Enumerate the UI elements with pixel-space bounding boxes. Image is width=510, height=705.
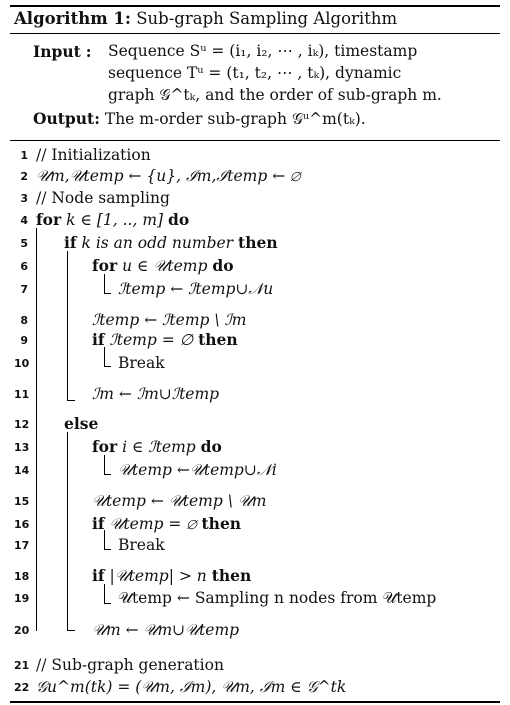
line-number: 20 [14, 624, 30, 637]
else-block-foot [67, 630, 75, 631]
body-rule [10, 140, 500, 141]
keyword: then [198, 330, 238, 349]
line-number: 17 [14, 539, 30, 552]
line-number: 10 [14, 357, 30, 370]
comment-initialization: // Initialization [36, 146, 151, 164]
update-itemp-union: ℐtemp ← ℐtemp∪𝒩u [118, 280, 274, 298]
keyword: if [92, 514, 105, 533]
keyword: then [211, 566, 252, 585]
keyword: if [64, 233, 77, 252]
loop-range: k ∈ [1, .., m] [66, 211, 164, 229]
line-number: 7 [20, 283, 28, 296]
line-number: 5 [20, 237, 28, 250]
keyword: for [36, 210, 62, 229]
input-separator: : [85, 42, 92, 61]
input-line-3: graph 𝒢^tₖ, and the order of sub-graph m. [108, 86, 442, 104]
for-i-statement [92, 438, 222, 456]
if-block-bar [67, 251, 68, 400]
condition: ℐtemp = ∅ [109, 331, 194, 349]
for-block-bar [36, 228, 37, 631]
break-1-foot [104, 366, 111, 367]
break-statement: Break [118, 354, 165, 372]
for-u-bar [104, 274, 105, 293]
line-number: 3 [20, 192, 28, 205]
else-block-bar [67, 432, 68, 630]
sampling-bar [104, 584, 105, 603]
sampling-statement: 𝒰temp ← Sampling n nodes from 𝒰temp [118, 589, 437, 607]
condition: k is an odd number [81, 234, 234, 252]
input-line-2: sequence Tᵘ = (t₁, t₂, ⋯ , tₖ), dynamic [108, 64, 402, 82]
line-number: 1 [20, 149, 28, 162]
line-number: 21 [14, 659, 30, 672]
line-number: 14 [14, 464, 30, 477]
keyword: do [200, 437, 222, 456]
update-um: 𝒰m ← 𝒰m∪𝒰temp [92, 621, 240, 639]
algorithm-title: Sub-graph Sampling Algorithm [136, 9, 398, 28]
for-u-statement [92, 257, 234, 275]
line-number: 11 [14, 388, 30, 401]
algorithm-caption [14, 9, 397, 28]
update-utemp-diff: 𝒰temp ← 𝒰temp \ 𝒰m [92, 492, 267, 510]
keyword: then [201, 514, 242, 533]
line-number: 4 [20, 214, 28, 227]
for-i-bar [104, 455, 105, 474]
keyword: for [92, 256, 118, 275]
loop-range: i ∈ ℐtemp [122, 438, 196, 456]
output-text: The m-order sub-graph 𝒢ᵘ^m(tₖ). [104, 110, 366, 128]
update-utemp-union: 𝒰temp ←𝒰temp∪𝒩i [118, 461, 277, 479]
if-utemp-empty [92, 515, 241, 533]
line-number: 16 [14, 518, 30, 531]
if-odd-statement [64, 234, 278, 252]
output-row [33, 109, 366, 129]
init-statement: 𝒰m,𝒰temp ← {u}, ℐm,ℐtemp ← ∅ [36, 167, 301, 185]
input-line-1: Sequence Sᵘ = (i₁, i₂, ⋯ , iₖ), timestamp [108, 42, 418, 60]
loop-range: u ∈ 𝒰temp [122, 257, 208, 275]
bottom-rule [10, 701, 500, 703]
update-itemp-diff: ℐtemp ← ℐtemp \ ℐm [92, 311, 247, 329]
line-number: 22 [14, 681, 30, 694]
keyword: do [212, 256, 234, 275]
for-k-statement [36, 211, 189, 229]
sampling-foot [104, 603, 111, 604]
keyword: for [92, 437, 118, 456]
line-number: 15 [14, 495, 30, 508]
comment-subgraph-generation: // Sub-graph generation [36, 656, 224, 674]
line-number: 2 [20, 170, 28, 183]
keyword: do [168, 210, 190, 229]
break-2-foot [104, 549, 111, 550]
input-label: Input [33, 42, 81, 61]
caption-rule [10, 33, 500, 34]
if-itemp-empty [92, 331, 238, 349]
comment-node-sampling: // Node sampling [36, 189, 170, 207]
line-number: 18 [14, 570, 30, 583]
line-number: 8 [20, 314, 28, 327]
keyword: if [92, 566, 105, 585]
else-statement [64, 415, 98, 433]
keyword: then [238, 233, 278, 252]
line-number: 19 [14, 592, 30, 605]
condition: |𝒰temp| > n [109, 567, 207, 585]
top-rule [10, 5, 500, 7]
input-label-row [33, 42, 91, 61]
keyword: else [64, 414, 99, 433]
condition: 𝒰temp = ∅ [109, 515, 197, 533]
algorithm-label: Algorithm 1: [14, 9, 131, 28]
break-statement: Break [118, 536, 165, 554]
update-im: ℐm ← ℐm∪ℐtemp [92, 385, 220, 403]
keyword: if [92, 330, 105, 349]
if-block-foot [67, 400, 75, 401]
for-i-foot [104, 474, 111, 475]
output-label: Output: [33, 109, 100, 128]
line-number: 12 [14, 418, 30, 431]
line-number: 13 [14, 441, 30, 454]
line-number: 9 [20, 334, 28, 347]
subgraph-result: 𝒢u^m(tk) = (𝒰m, ℐm), 𝒰m, ℐm ∈ 𝒢^tk [36, 678, 347, 696]
for-u-foot [104, 293, 111, 294]
line-number: 6 [20, 260, 28, 273]
break-1-bar [104, 347, 105, 366]
if-utemp-size [92, 567, 251, 585]
